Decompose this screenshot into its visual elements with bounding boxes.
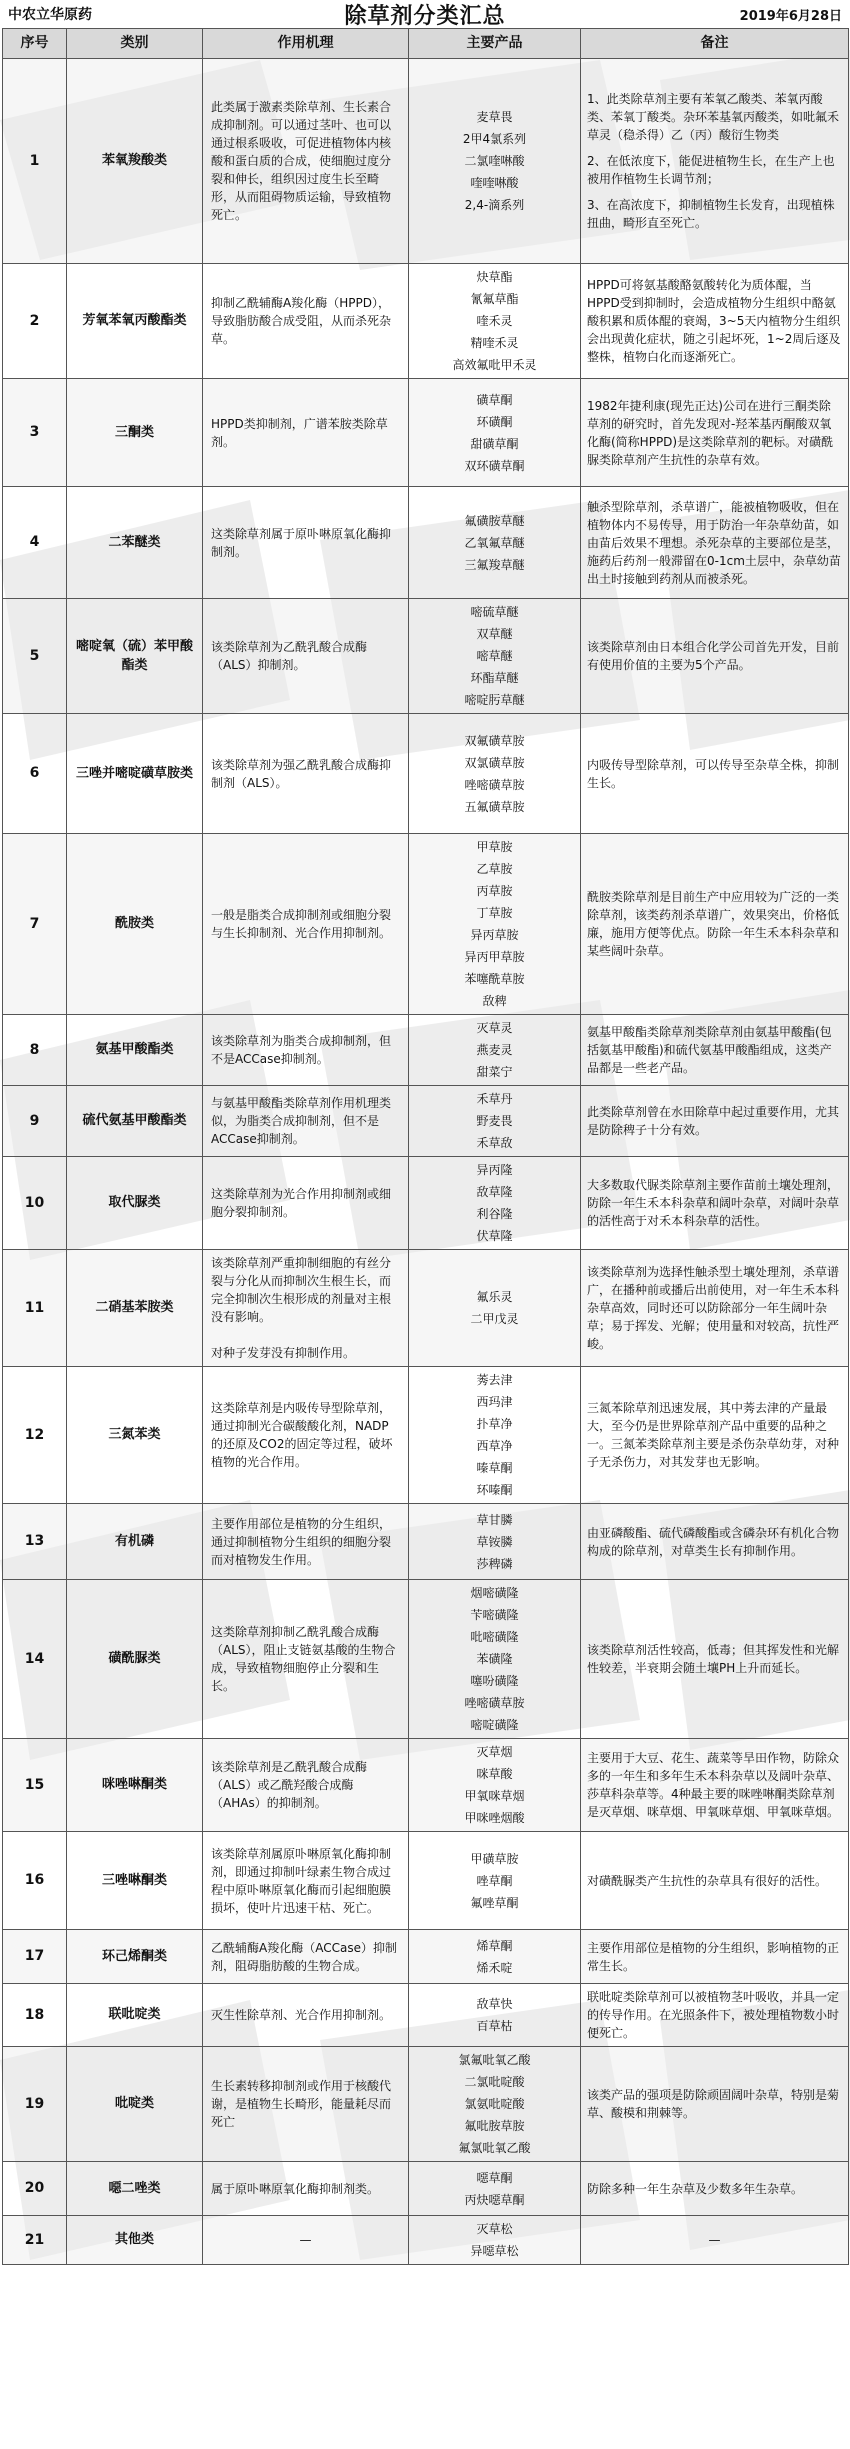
row-number: 20 bbox=[3, 2162, 67, 2216]
table-row bbox=[3, 599, 849, 714]
notes-cell bbox=[581, 379, 849, 487]
category-cell: 磺酰脲类 bbox=[67, 1580, 203, 1739]
product-item: 噁草酮 bbox=[476, 2170, 513, 2185]
mechanism-cell: 主要作用部位是植物的分生组织，通过抑制植物分生组织的细胞分裂而对植物发生作用。 bbox=[203, 1504, 409, 1580]
mechanism-cell: 灭生性除草剂、光合作用抑制剂。 bbox=[203, 1984, 409, 2047]
row-number: 15 bbox=[3, 1739, 67, 1832]
notes-cell bbox=[581, 1580, 849, 1739]
row-number: 9 bbox=[3, 1086, 67, 1157]
row-number: 5 bbox=[3, 599, 67, 714]
product-item: 咪草酸 bbox=[476, 1767, 513, 1781]
product-item: 甲磺草胺 bbox=[470, 1851, 519, 1866]
product-item: 喹禾灵 bbox=[476, 314, 513, 328]
product-item: 磺草酮 bbox=[476, 392, 513, 407]
product-item: 苄嘧磺隆 bbox=[470, 1608, 519, 1622]
category-cell: 环己烯酮类 bbox=[67, 1930, 203, 1984]
table-header-row bbox=[3, 29, 849, 59]
row-number: 8 bbox=[3, 1015, 67, 1086]
table-row bbox=[3, 1832, 849, 1930]
product-item: 灭草松 bbox=[476, 2222, 513, 2236]
product-item: 噻吩磺隆 bbox=[470, 1674, 519, 1688]
table-row bbox=[3, 487, 849, 599]
notes-cell bbox=[581, 1504, 849, 1580]
row-number: 12 bbox=[3, 1367, 67, 1504]
table-row bbox=[3, 1157, 849, 1250]
notes-cell bbox=[581, 2162, 849, 2216]
product-item: 二氯吡啶酸 bbox=[464, 2075, 525, 2089]
product-item: 禾草丹 bbox=[476, 1092, 513, 1106]
products-cell bbox=[409, 1832, 581, 1930]
table-row bbox=[3, 1504, 849, 1580]
mechanism-cell: 这类除草剂为光合作用抑制剂或细胞分裂抑制剂。 bbox=[203, 1157, 409, 1250]
product-item: 甲氧咪草烟 bbox=[464, 1789, 525, 1803]
product-item: 苯噻酰草胺 bbox=[464, 972, 525, 986]
note-paragraph: 该类除草剂为选择性触杀型土壤处理剂，杀草谱广，在播种前或播后出前使用，对一年生禾本科杂草高效，同时还可以防除部分一年生阔叶杂草；易于挥发、光解；使用量和对较高，抗性严峻。 bbox=[587, 1265, 840, 1351]
category-cell: 噁二唑类 bbox=[67, 2162, 203, 2216]
products-cell bbox=[409, 1086, 581, 1157]
category-cell: 二苯醚类 bbox=[67, 487, 203, 599]
notes-cell bbox=[581, 264, 849, 379]
products-cell bbox=[409, 1157, 581, 1250]
product-item: 莎稗磷 bbox=[476, 1556, 513, 1571]
mechanism-cell: 该类除草剂为乙酰乳酸合成酶（ALS）抑制剂。 bbox=[203, 599, 409, 714]
category-cell: 其他类 bbox=[67, 2216, 203, 2265]
table-row bbox=[3, 1580, 849, 1739]
products-cell bbox=[409, 2162, 581, 2216]
note-paragraph: 联吡啶类除草剂可以被植物茎叶吸收，并具一定的传导作用。在光照条件下，被处理植物数小时便死亡。 bbox=[587, 1990, 840, 2040]
mechanism-cell: 这类除草剂属于原卟啉原氧化酶抑制剂。 bbox=[203, 487, 409, 599]
product-item: 二氯喹啉酸 bbox=[464, 154, 525, 168]
category-cell: 二硝基苯胺类 bbox=[67, 1250, 203, 1367]
product-item: 烟嘧磺隆 bbox=[470, 1586, 519, 1600]
product-item: 2,4-滴系列 bbox=[464, 198, 525, 212]
products-cell bbox=[409, 1015, 581, 1086]
product-item: 燕麦灵 bbox=[476, 1043, 513, 1057]
products-cell bbox=[409, 2047, 581, 2162]
product-item: 西玛津 bbox=[476, 1395, 513, 1409]
col-header-products: 主要产品 bbox=[409, 29, 581, 59]
table-row bbox=[3, 1739, 849, 1832]
mechanism-cell: HPPD类抑制剂，广谱苯胺类除草剂。 bbox=[203, 379, 409, 487]
product-item: 甜磺草酮 bbox=[470, 436, 519, 451]
product-item: 伏草隆 bbox=[476, 1229, 513, 1243]
note-paragraph: 内吸传导型除草剂，可以传导至杂草全株，抑制生长。 bbox=[587, 757, 840, 790]
row-number: 14 bbox=[3, 1580, 67, 1739]
notes-cell bbox=[581, 1250, 849, 1367]
notes-cell bbox=[581, 1015, 849, 1086]
product-item: 炔草酯 bbox=[476, 270, 513, 284]
note-paragraph: 1、此类除草剂主要有苯氧乙酸类、苯氧丙酸类、苯氧丁酸类。杂环苯基氧丙酸类，如吡氟禾草灵（稳杀得）乙（丙）酸衍生物类 bbox=[587, 92, 840, 142]
category-cell: 取代脲类 bbox=[67, 1157, 203, 1250]
product-item: 异噁草松 bbox=[470, 2244, 519, 2258]
note-paragraph: 触杀型除草剂，杀草谱广，能被植物吸收，但在植物体内不易传导，用于防治一年杂草幼苗，如由苗后效果不理想。杀死杂草的主要部位是茎，施药后药剂一般滞留在0-1cm土层中，杂草幼苗出土时接触到药剂从而被杀死。 bbox=[587, 499, 841, 586]
row-number: 6 bbox=[3, 714, 67, 834]
row-number: 13 bbox=[3, 1504, 67, 1580]
category-cell: 三唑啉酮类 bbox=[67, 1832, 203, 1930]
category-cell: 有机磷 bbox=[67, 1504, 203, 1580]
category-cell: 芳氧苯氧丙酸酯类 bbox=[67, 264, 203, 379]
col-header-notes: 备注 bbox=[581, 29, 849, 59]
notes-cell bbox=[581, 1930, 849, 1984]
mechanism-cell: 此类属于激素类除草剂、生长素合成抑制剂。可以通过茎叶、也可以通过根系吸收，可促进植物体内核酸和蛋白质的合成，使细胞过度分裂和伸长，组织因过度生长至畸形，从而阻碍物质运输，导致植物死亡。 bbox=[203, 59, 409, 264]
products-cell bbox=[409, 487, 581, 599]
row-number: 11 bbox=[3, 1250, 67, 1367]
category-cell: 氨基甲酸酯类 bbox=[67, 1015, 203, 1086]
category-cell: 酰胺类 bbox=[67, 834, 203, 1015]
product-item: 氯氟吡氧乙酸 bbox=[458, 2053, 531, 2067]
mechanism-cell: 该类除草剂为强乙酰乳酸合成酶抑制剂（ALS）。 bbox=[203, 714, 409, 834]
note-paragraph: 酰胺类除草剂是目前生产中应用较为广泛的一类除草剂，该类药剂杀草谱广，效果突出，价格低廉，施用方便等优点。防除一年生禾本科杂草和某些阔叶杂草。 bbox=[587, 890, 840, 958]
product-item: 丁草胺 bbox=[476, 906, 513, 920]
products-cell bbox=[409, 599, 581, 714]
product-item: 吡嘧磺隆 bbox=[470, 1630, 519, 1644]
note-paragraph: 由亚磷酸酯、硫代磷酸酯或含磷杂环有机化合物构成的除草剂，对草类生长有抑制作用。 bbox=[587, 1525, 840, 1558]
note-paragraph: 三氮苯除草剂迅速发展，其中莠去津的产量最大，至今仍是世界除草剂产品中重要的品种之一。三氮苯类除草剂主要是杀伤杂草幼芽，对种子无杀伤力，对其发芽也无影响。 bbox=[587, 1401, 840, 1469]
notes-cell bbox=[581, 834, 849, 1015]
row-number: 21 bbox=[3, 2216, 67, 2265]
product-item: 氟磺胺草醚 bbox=[464, 513, 525, 528]
herbicide-table bbox=[2, 28, 849, 2265]
note-paragraph: 该类除草剂活性较高，低毒；但其挥发性和光解性较差，半衰期会随土壤PH上升而延长。 bbox=[587, 1643, 840, 1675]
product-item: 唑草酮 bbox=[476, 1873, 513, 1888]
table-row bbox=[3, 1930, 849, 1984]
note-paragraph: HPPD可将氨基酸酪氨酸转化为质体醌，当HPPD受到抑制时，会造成植物分生组织中酪氨酸积累和质体醌的衰竭，3~5天内植物分生组织会出现黄化症状，随之引起坏死，1~2周后逐及整株，植物白化而逐渐死亡。 bbox=[587, 278, 841, 364]
product-item: 双环磺草酮 bbox=[464, 458, 525, 473]
product-item: 2甲4氯系列 bbox=[462, 132, 527, 146]
mechanism-cell: 乙酰辅酶A羧化酶（ACCase）抑制剂，阻碍脂肪酸的生物合成。 bbox=[203, 1930, 409, 1984]
table-row bbox=[3, 2047, 849, 2162]
table-row bbox=[3, 379, 849, 487]
product-item: 氟乐灵 bbox=[476, 1290, 513, 1304]
table-row bbox=[3, 1250, 849, 1367]
mechanism-cell: — bbox=[203, 2216, 409, 2265]
note-paragraph: — bbox=[708, 2233, 721, 2247]
product-item: 氟唑草酮 bbox=[470, 1895, 519, 1910]
note-paragraph: 该类产品的强项是防除顽固阔叶杂草，特别是菊草、酸模和荆棘等。 bbox=[587, 2088, 840, 2120]
product-item: 甲咪唑烟酸 bbox=[464, 1811, 525, 1825]
mechanism-cell: 与氨基甲酸酯类除草剂作用机理类似，为脂类合成抑制剂，但不是ACCase抑制剂。 bbox=[203, 1086, 409, 1157]
product-item: 异丙隆 bbox=[476, 1163, 513, 1177]
product-item: 异丙草胺 bbox=[470, 928, 519, 942]
row-number: 10 bbox=[3, 1157, 67, 1250]
product-item: 烯禾啶 bbox=[476, 1960, 513, 1975]
product-item: 烯草酮 bbox=[476, 1938, 513, 1953]
category-cell: 苯氧羧酸类 bbox=[67, 59, 203, 264]
category-cell: 三氮苯类 bbox=[67, 1367, 203, 1504]
product-item: 双氯磺草胺 bbox=[464, 755, 525, 770]
product-item: 喹喹啉酸 bbox=[470, 176, 519, 190]
notes-cell bbox=[581, 2047, 849, 2162]
table-row bbox=[3, 2216, 849, 2265]
product-item: 禾草敌 bbox=[476, 1136, 513, 1150]
product-item: 麦草畏 bbox=[476, 110, 513, 124]
notes-cell bbox=[581, 714, 849, 834]
products-cell bbox=[409, 264, 581, 379]
product-item: 灭草烟 bbox=[476, 1745, 513, 1759]
products-cell bbox=[409, 1504, 581, 1580]
product-item: 甲草胺 bbox=[476, 840, 513, 854]
product-item: 唑嘧磺草胺 bbox=[464, 777, 525, 792]
product-item: 嘧草醚 bbox=[476, 649, 513, 663]
product-item: 百草枯 bbox=[476, 2019, 513, 2033]
row-number: 18 bbox=[3, 1984, 67, 2047]
page-header bbox=[2, 0, 848, 28]
product-item: 丙草胺 bbox=[476, 884, 513, 898]
products-cell bbox=[409, 1367, 581, 1504]
product-item: 环嗪酮 bbox=[476, 1483, 513, 1497]
product-item: 敌草快 bbox=[476, 1997, 513, 2011]
products-cell bbox=[409, 1930, 581, 1984]
notes-cell bbox=[581, 1832, 849, 1930]
product-item: 五氟磺草胺 bbox=[464, 799, 525, 814]
row-number: 16 bbox=[3, 1832, 67, 1930]
category-cell: 三酮类 bbox=[67, 379, 203, 487]
table-row bbox=[3, 1015, 849, 1086]
note-paragraph: 对磺酰脲类产生抗性的杂草具有很好的活性。 bbox=[587, 1873, 828, 1888]
col-header-mechanism: 作用机理 bbox=[203, 29, 409, 59]
products-cell bbox=[409, 1739, 581, 1832]
row-number: 4 bbox=[3, 487, 67, 599]
mechanism-cell: 属于原卟啉原氧化酶抑制剂类。 bbox=[203, 2162, 409, 2216]
row-number: 19 bbox=[3, 2047, 67, 2162]
mechanism-cell: 该类除草剂为脂类合成抑制剂，但不是ACCase抑制剂。 bbox=[203, 1015, 409, 1086]
products-cell bbox=[409, 379, 581, 487]
products-cell bbox=[409, 714, 581, 834]
note-paragraph: 此类除草剂曾在水田除草中起过重要作用，尤其是防除稗子十分有效。 bbox=[587, 1105, 840, 1137]
notes-cell bbox=[581, 599, 849, 714]
product-item: 甜菜宁 bbox=[476, 1065, 513, 1079]
row-number: 17 bbox=[3, 1930, 67, 1984]
table-row bbox=[3, 834, 849, 1015]
note-paragraph: 主要作用部位是植物的分生组织，影响植物的正常生长。 bbox=[587, 1940, 840, 1973]
note-paragraph: 防除多种一年生杂草及少数多年生杂草。 bbox=[587, 2181, 804, 2196]
table-row bbox=[3, 1984, 849, 2047]
product-item: 环酯草醚 bbox=[470, 671, 519, 685]
category-cell: 嘧啶氧（硫）苯甲酸酯类 bbox=[67, 599, 203, 714]
product-item: 氰氟草酯 bbox=[470, 292, 519, 306]
mechanism-cell: 该类除草剂是乙酰乳酸合成酶（ALS）或乙酰羟酸合成酶（AHAs）的抑制剂。 bbox=[203, 1739, 409, 1832]
category-cell: 咪唑啉酮类 bbox=[67, 1739, 203, 1832]
note-paragraph: 3、在高浓度下，抑制植物生长发育，出现植株扭曲，畸形直至死亡。 bbox=[587, 198, 835, 230]
product-item: 嘧硫草醚 bbox=[470, 605, 519, 619]
mechanism-cell: 这类除草剂抑制乙酰乳酸合成酶（ALS），阻止支链氨基酸的生物合成，导致植物细胞停止分裂和生长。 bbox=[203, 1580, 409, 1739]
product-item: 苯磺隆 bbox=[476, 1652, 513, 1666]
report-date: 2019年6月28日 bbox=[739, 8, 842, 24]
note-paragraph: 氨基甲酸酯类除草剂类除草剂由氨基甲酸酯(包括氨基甲酸酯)和硫代氨基甲酸酯组成，这类产品都是一些老产品。 bbox=[587, 1025, 832, 1075]
product-item: 嗪草酮 bbox=[476, 1461, 513, 1475]
table-row bbox=[3, 714, 849, 834]
table-row bbox=[3, 2162, 849, 2216]
product-item: 高效氟吡甲禾灵 bbox=[452, 358, 537, 372]
notes-cell bbox=[581, 2216, 849, 2265]
notes-cell bbox=[581, 1739, 849, 1832]
category-cell: 联吡啶类 bbox=[67, 1984, 203, 2047]
notes-cell bbox=[581, 1984, 849, 2047]
product-item: 丙炔噁草酮 bbox=[464, 2192, 525, 2207]
product-item: 扑草净 bbox=[476, 1417, 513, 1431]
product-item: 精喹禾灵 bbox=[470, 336, 519, 350]
notes-cell bbox=[581, 59, 849, 264]
mechanism-cell: 生长素转移抑制剂或作用于核酸代谢，是植物生长畸形，能量耗尽而死亡 bbox=[203, 2047, 409, 2162]
products-cell bbox=[409, 834, 581, 1015]
product-item: 异丙甲草胺 bbox=[464, 950, 525, 964]
product-item: 二甲戊灵 bbox=[470, 1312, 519, 1326]
product-item: 唑嘧磺草胺 bbox=[464, 1696, 525, 1710]
mechanism-cell: 抑制乙酰辅酶A羧化酶（HPPD），导致脂肪酸合成受阻，从而杀死杂草。 bbox=[203, 264, 409, 379]
product-item: 西草净 bbox=[476, 1439, 513, 1453]
table-row bbox=[3, 1367, 849, 1504]
product-item: 灭草灵 bbox=[476, 1021, 513, 1035]
product-item: 莠去津 bbox=[476, 1373, 513, 1387]
product-item: 敌稗 bbox=[482, 994, 507, 1008]
table-row bbox=[3, 264, 849, 379]
products-cell bbox=[409, 2216, 581, 2265]
product-item: 乙草胺 bbox=[476, 862, 513, 876]
note-paragraph: 1982年捷利康(现先正达)公司在进行三酮类除草剂的研究时，首先发现对-羟苯基丙酮酸双氧化酶(简称HPPD)是这类除草剂的靶标。对磺酰脲类除草剂产生抗性的杂草有效。 bbox=[587, 398, 834, 467]
products-cell bbox=[409, 59, 581, 264]
notes-cell bbox=[581, 1157, 849, 1250]
product-item: 利谷隆 bbox=[476, 1207, 513, 1221]
product-item: 氯氨吡啶酸 bbox=[464, 2097, 525, 2111]
product-item: 环磺酮 bbox=[476, 414, 513, 429]
page-title: 除草剂分类汇总 bbox=[344, 3, 506, 29]
row-number: 2 bbox=[3, 264, 67, 379]
note-paragraph: 主要用于大豆、花生、蔬菜等旱田作物，防除众多的一年生和多年生禾本科杂草以及阔叶杂草、莎草科杂草等。4种最主要的咪唑啉酮类除草剂是灭草烟、咪草烟、甲氧咪草烟、甲氧咪草烟。 bbox=[587, 1751, 840, 1819]
product-item: 氟吡胺草胺 bbox=[464, 2119, 525, 2133]
table-row bbox=[3, 59, 849, 264]
table-row bbox=[3, 1086, 849, 1157]
product-item: 敌草隆 bbox=[476, 1185, 513, 1199]
product-item: 双草醚 bbox=[476, 627, 513, 641]
products-cell bbox=[409, 1984, 581, 2047]
product-item: 野麦畏 bbox=[476, 1114, 513, 1128]
mechanism-cell: 该类除草剂属原卟啉原氧化酶抑制剂，即通过抑制叶绿素生物合成过程中原卟啉原氧化酶而引起细胞膜损坏，使叶片迅速干枯、死亡。 bbox=[203, 1832, 409, 1930]
row-number: 1 bbox=[3, 59, 67, 264]
product-item: 双氟磺草胺 bbox=[464, 733, 525, 748]
category-cell: 吡啶类 bbox=[67, 2047, 203, 2162]
product-item: 草甘膦 bbox=[476, 1512, 513, 1527]
notes-cell bbox=[581, 1367, 849, 1504]
product-item: 三氟羧草醚 bbox=[464, 557, 525, 572]
note-paragraph: 该类除草剂由日本组合化学公司首先开发，目前有使用价值的主要为5个产品。 bbox=[587, 640, 840, 672]
notes-cell bbox=[581, 487, 849, 599]
product-item: 乙氧氟草醚 bbox=[464, 535, 525, 550]
product-item: 嘧啶肟草醚 bbox=[464, 693, 525, 707]
col-header-category: 类别 bbox=[67, 29, 203, 59]
mechanism-cell: 一般是脂类合成抑制剂或细胞分裂与生长抑制剂、光合作用抑制剂。 bbox=[203, 834, 409, 1015]
mechanism-cell: 这类除草剂是内吸传导型除草剂，通过抑制光合碳酸酸化剂，NADP的还原及CO2的固定等过程，破坏植物的光合作用。 bbox=[203, 1367, 409, 1504]
note-paragraph: 大多数取代脲类除草剂主要作苗前土壤处理剂，防除一年生禾本科杂草和阔叶杂草，对阔叶杂草的活性高于对禾本科杂草的活性。 bbox=[587, 1178, 840, 1228]
note-paragraph: 2、在低浓度下，能促进植物生长，在生产上也被用作植物生长调节剂； bbox=[587, 154, 835, 186]
products-cell bbox=[409, 1580, 581, 1739]
org-name: 中农立华原药 bbox=[8, 7, 92, 23]
products-cell bbox=[409, 1250, 581, 1367]
row-number: 7 bbox=[3, 834, 67, 1015]
product-item: 嘧啶磺隆 bbox=[470, 1718, 519, 1732]
col-header-no: 序号 bbox=[3, 29, 67, 59]
row-number: 3 bbox=[3, 379, 67, 487]
product-item: 草铵膦 bbox=[476, 1534, 513, 1549]
product-item: 氟氯吡氧乙酸 bbox=[458, 2141, 531, 2155]
category-cell: 三唑并嘧啶磺草胺类 bbox=[67, 714, 203, 834]
notes-cell bbox=[581, 1086, 849, 1157]
mechanism-cell: 该类除草剂严重抑制细胞的有丝分裂与分化从而抑制次生根生长，而完全抑制次生根形成的剂量对主根没有影响。 对种子发芽没有抑制作用。 bbox=[203, 1250, 409, 1367]
category-cell: 硫代氨基甲酸酯类 bbox=[67, 1086, 203, 1157]
